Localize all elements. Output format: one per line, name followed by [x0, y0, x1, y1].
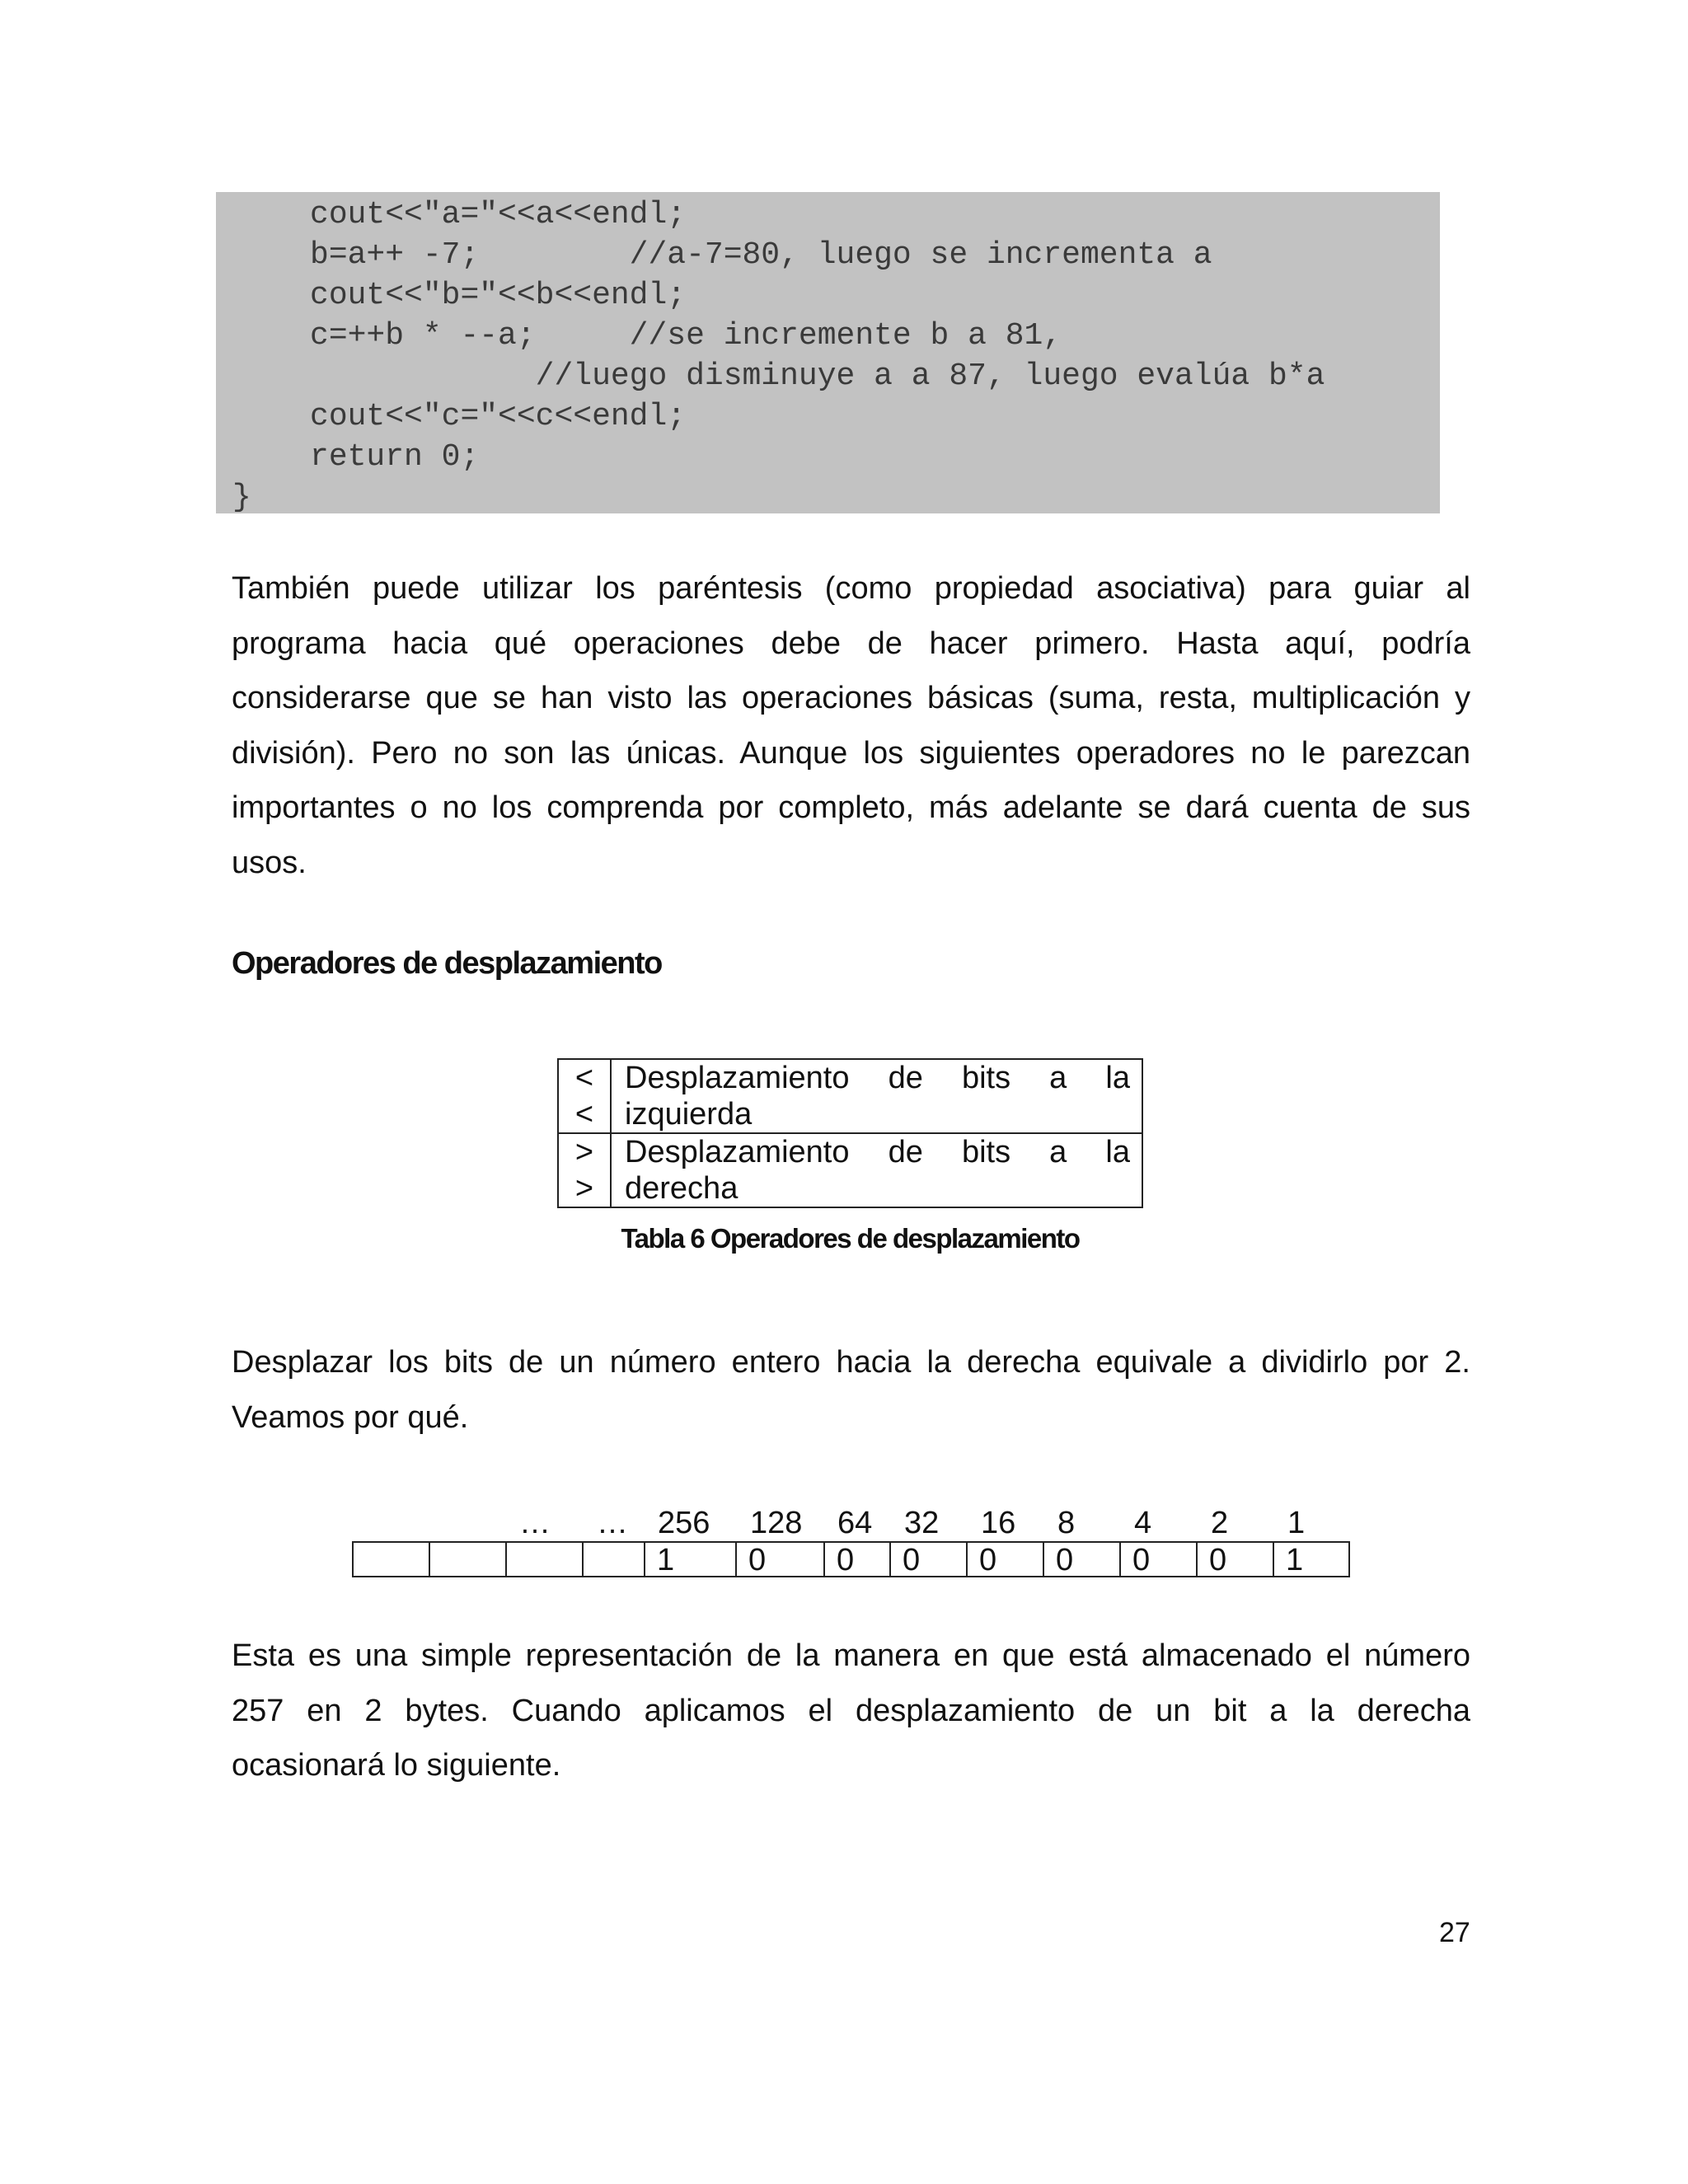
operator-cell [558, 1059, 611, 1133]
paragraph-line: Esta es una simple representación de la manera en que está almacenado el número [232, 1638, 1470, 1673]
bit-weight-label: 2 [1211, 1506, 1229, 1540]
code-line: cout<<"b="<<b<<endl; [216, 278, 687, 313]
paragraph-line: Veamos por qué. [232, 1399, 469, 1435]
paragraph-line: 257 en 2 bytes. Cuando aplicamos el desplazamiento de un bit a la derecha [232, 1693, 1470, 1728]
bit-cell [582, 1541, 645, 1577]
bit-cell: 1 [1273, 1541, 1350, 1577]
code-block [216, 192, 1440, 513]
operator-char: > [574, 1171, 594, 1206]
bit-cell: 0 [1196, 1541, 1274, 1577]
operator-char: > [574, 1135, 594, 1169]
code-line: cout<<"c="<<c<<endl; [216, 399, 687, 434]
paragraph-line: ocasionará lo siguiente. [232, 1748, 561, 1783]
bit-weight-label: 8 [1057, 1506, 1076, 1540]
paragraph-line: Desplazar los bits de un número entero hacia la derecha equivale a dividirlo por 2. [232, 1345, 1470, 1380]
paragraph-line: usos. [232, 845, 307, 880]
bit-cell: 1 [644, 1541, 737, 1577]
paragraph-line: programa hacia qué operaciones debe de hacer primero. Hasta aquí, podría [232, 626, 1470, 661]
description-cell [611, 1133, 1142, 1207]
bit-weight-label: 32 [904, 1506, 940, 1540]
operator-char: < [574, 1097, 594, 1132]
paragraph-shift-right [232, 1335, 1470, 1445]
paragraph-line: También puede utilizar los paréntesis (como propiedad asociativa) para guiar al [232, 571, 1470, 606]
description-line: Desplazamiento de bits a la [625, 1135, 1130, 1169]
paragraph-storage [232, 1629, 1470, 1793]
code-line: b=a++ -7; //a-7=80, luego se incrementa a [216, 237, 1212, 273]
bit-weight-label: 1 [1287, 1506, 1306, 1540]
table-row [558, 1133, 1142, 1207]
bit-weight-label: … [519, 1506, 551, 1540]
code-line: return 0; [216, 439, 480, 475]
code-line: } [232, 480, 251, 515]
operator-cell [558, 1133, 611, 1207]
bit-weight-label: 64 [837, 1506, 873, 1540]
bit-cell [505, 1541, 584, 1577]
table-caption: Tabla 6 Operadores de desplazamiento [621, 1223, 1080, 1254]
bit-cell: 0 [966, 1541, 1044, 1577]
bit-weight-label: 128 [750, 1506, 803, 1540]
page-number: 27 [1439, 1917, 1470, 1948]
paragraph-line: división). Pero no son las únicas. Aunque los siguientes operadores no le parezcan [232, 735, 1470, 771]
paragraph-line: considerarse que se han visto las operaciones básicas (suma, resta, multiplicación y [232, 681, 1470, 715]
bit-cell [429, 1541, 507, 1577]
code-line: //luego disminuye a a 87, luego evalúa b*a [216, 359, 1325, 394]
bit-weight-label: 4 [1134, 1506, 1152, 1540]
description-line: derecha [625, 1171, 738, 1206]
bit-cell: 0 [823, 1541, 891, 1577]
table-row [558, 1059, 1142, 1133]
operator-char: < [574, 1061, 594, 1095]
description-line: izquierda [625, 1097, 753, 1132]
bit-weight-label: … [597, 1506, 628, 1540]
paragraph-parentheses [232, 561, 1470, 890]
description-cell [611, 1059, 1142, 1133]
bit-cell: 0 [1043, 1541, 1121, 1577]
bit-cell: 0 [889, 1541, 968, 1577]
bit-weight-label: 256 [658, 1506, 710, 1540]
bit-cell: 0 [735, 1541, 825, 1577]
bit-cell: 0 [1119, 1541, 1198, 1577]
code-line: cout<<"a="<<a<<endl; [216, 197, 687, 232]
bit-weight-label: 16 [981, 1506, 1016, 1540]
section-heading: Operadores de desplazamiento [232, 946, 662, 981]
description-line: Desplazamiento de bits a la [625, 1061, 1130, 1095]
bit-cell [352, 1541, 430, 1577]
shift-operators-table [557, 1058, 1143, 1208]
paragraph-line: importantes o no los comprenda por completo, más adelante se dará cuenta de sus [232, 790, 1470, 825]
code-line: c=++b * --a; //se incremente b a 81, [216, 318, 1062, 354]
